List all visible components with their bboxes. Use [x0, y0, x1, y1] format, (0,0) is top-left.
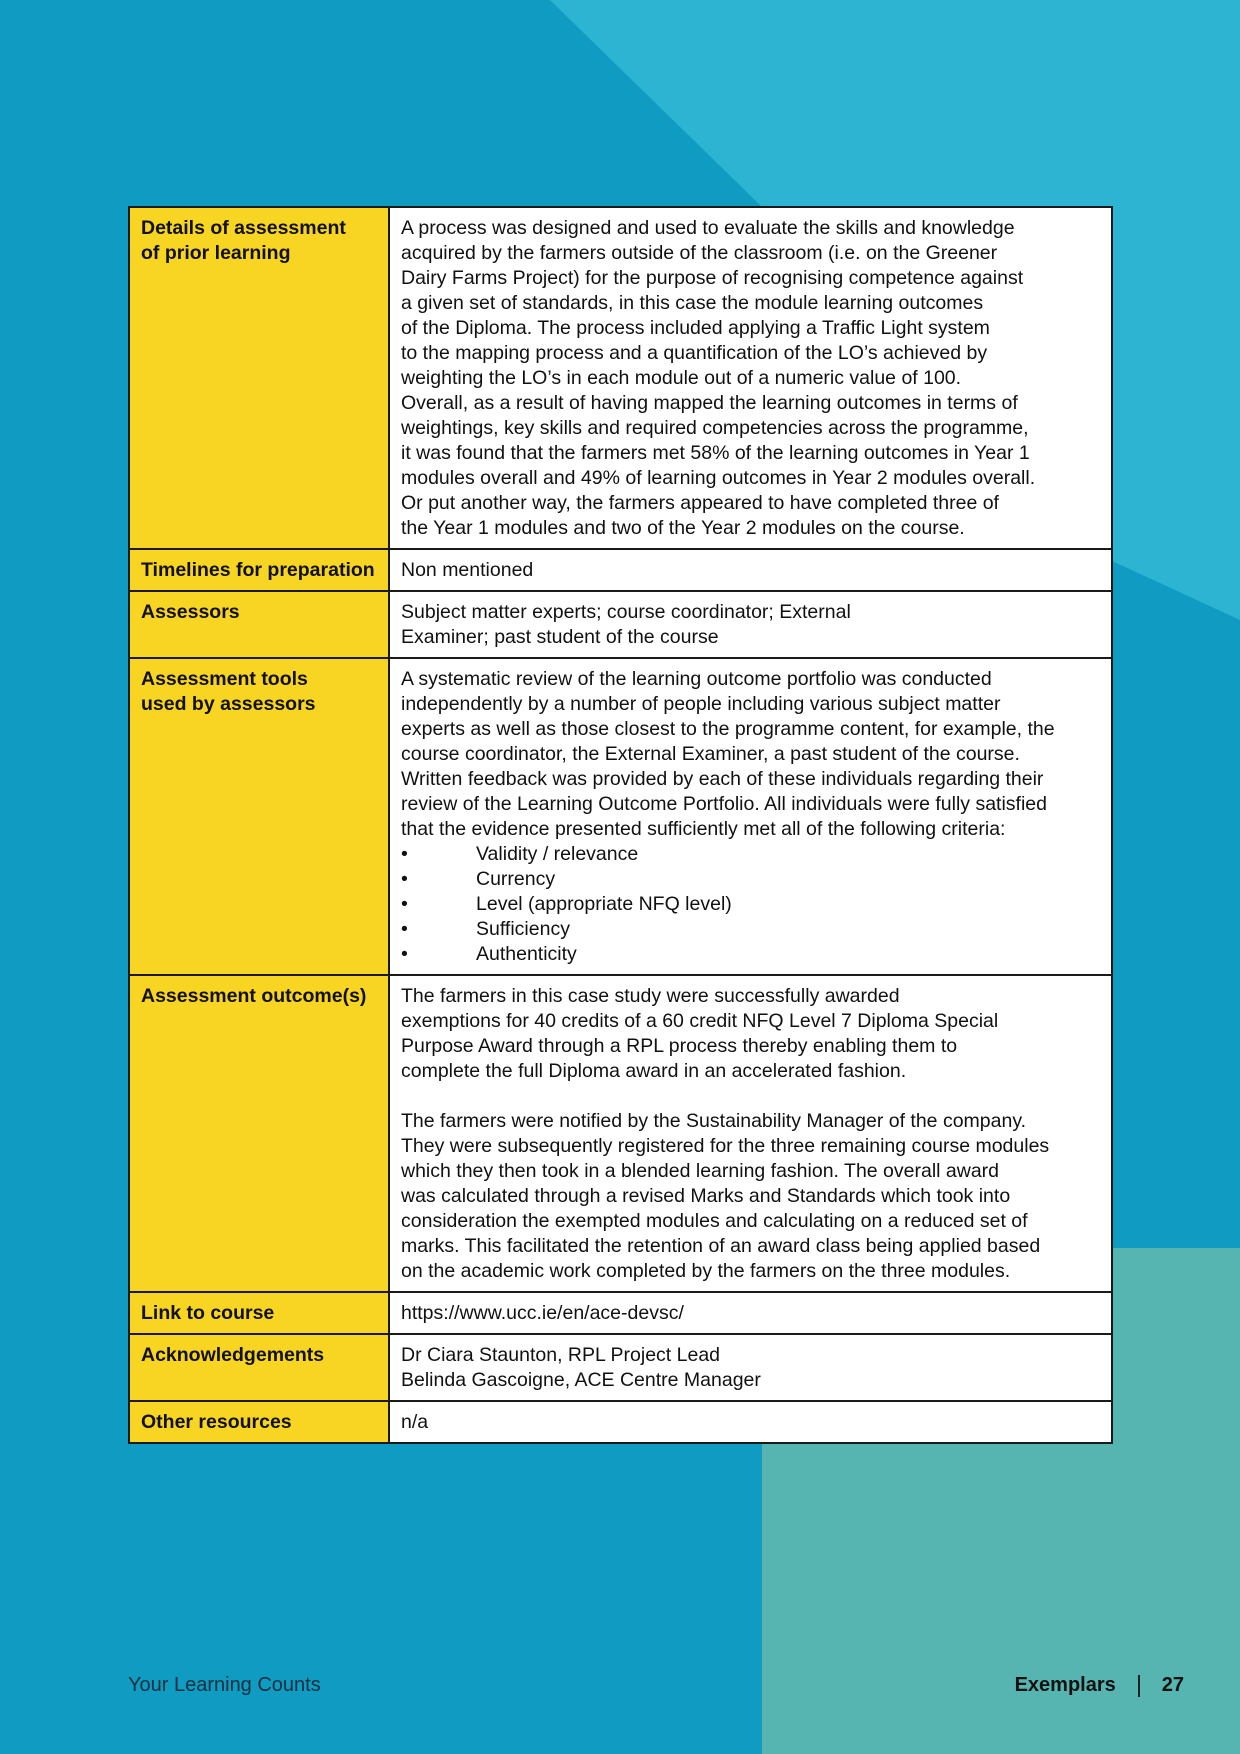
- row-value-line: weighting the LO’s in each module out of a numeric value of 100.: [401, 367, 962, 389]
- table-row: [129, 1401, 1112, 1443]
- row-label-line: Assessment outcome(s): [141, 985, 367, 1007]
- footer-section-label: Exemplars: [1014, 1674, 1116, 1696]
- row-value-line: complete the full Diploma award in an accelerated fashion.: [401, 1060, 907, 1082]
- row-label: [129, 1292, 389, 1334]
- row-value-line: acquired by the farmers outside of the classroom (i.e. on the Greener: [401, 242, 998, 264]
- row-value-line: Overall, as a result of having mapped the learning outcomes in terms of: [401, 392, 1018, 414]
- row-value-line: Written feedback was provided by each of these individuals regarding their: [401, 768, 1044, 790]
- row-label-line: of prior learning: [141, 242, 291, 264]
- row-label-line: Link to course: [141, 1302, 275, 1324]
- row-label: [129, 975, 389, 1292]
- row-label-line: Assessors: [141, 601, 240, 623]
- footer-page-info: [1015, 1674, 1184, 1697]
- row-value-line: course coordinator, the External Examiner, a past student of the course.: [401, 743, 1020, 765]
- paragraph-gap: [401, 1084, 1100, 1109]
- footer-publication-title: Your Learning Counts: [128, 1674, 321, 1696]
- criteria-text: Validity / relevance: [476, 843, 639, 865]
- row-value-line: review of the Learning Outcome Portfolio. All individuals were fully satisfied: [401, 793, 1047, 815]
- row-value-line: consideration the exempted modules and calculating on a reduced set of: [401, 1210, 1028, 1232]
- row-value-line: on the academic work completed by the farmers on the three modules.: [401, 1260, 1011, 1282]
- criteria-text: Currency: [476, 868, 556, 890]
- bullet-icon: •: [401, 943, 408, 965]
- row-value-line: the Year 1 modules and two of the Year 2 modules on the course.: [401, 517, 965, 539]
- row-label: [129, 591, 389, 658]
- row-label-line: Acknowledgements: [141, 1344, 325, 1366]
- row-label-line: Timelines for preparation: [141, 559, 375, 581]
- row-value-line: The farmers in this case study were successfully awarded: [401, 985, 900, 1007]
- bullet-icon: •: [401, 843, 408, 865]
- row-label: [129, 207, 389, 549]
- row-value-line: to the mapping process and a quantification of the LO’s achieved by: [401, 342, 988, 364]
- page-number: 27: [1161, 1674, 1184, 1696]
- row-value: [389, 591, 1112, 658]
- background-teal-block-bottom: [762, 1422, 1240, 1754]
- row-label-line: used by assessors: [141, 693, 316, 715]
- table-row: [129, 549, 1112, 591]
- table-row: [129, 1334, 1112, 1401]
- criteria-text: Sufficiency: [476, 918, 570, 940]
- row-value-line: of the Diploma. The process included applying a Traffic Light system: [401, 317, 990, 339]
- criteria-text: Level (appropriate NFQ level): [476, 893, 732, 915]
- row-value-line: Non mentioned: [401, 559, 534, 581]
- criteria-list-item: [401, 942, 1100, 967]
- footer-separator: [1138, 1675, 1140, 1697]
- table-row: [129, 658, 1112, 975]
- row-value-line: exemptions for 40 credits of a 60 credit NFQ Level 7 Diploma Special: [401, 1010, 999, 1032]
- row-value-line: experts as well as those closest to the programme content, for example, the: [401, 718, 1055, 740]
- row-label: [129, 658, 389, 975]
- row-value-line: it was found that the farmers met 58% of the learning outcomes in Year 1: [401, 442, 1030, 464]
- row-value-line: was calculated through a revised Marks and Standards which took into: [401, 1185, 1011, 1207]
- row-value: [389, 1292, 1112, 1334]
- bullet-icon: •: [401, 868, 408, 890]
- criteria-list-item: [401, 867, 1100, 892]
- row-value-line: The farmers were notified by the Sustainability Manager of the company.: [401, 1110, 1027, 1132]
- row-value-line: a given set of standards, in this case the module learning outcomes: [401, 292, 984, 314]
- row-value-line: Dr Ciara Staunton, RPL Project Lead: [401, 1344, 721, 1366]
- row-value: [389, 549, 1112, 591]
- row-label-line: Other resources: [141, 1411, 292, 1433]
- row-value-line: A process was designed and used to evaluate the skills and knowledge: [401, 217, 1015, 239]
- criteria-list-item: [401, 892, 1100, 917]
- row-value: [389, 975, 1112, 1292]
- row-value-line: independently by a number of people including various subject matter: [401, 693, 1001, 715]
- row-value: [389, 1401, 1112, 1443]
- row-value-line: that the evidence presented sufficiently met all of the following criteria:: [401, 818, 1006, 840]
- row-value-line: Examiner; past student of the course: [401, 626, 719, 648]
- row-value-line: marks. This facilitated the retention of an award class being applied based: [401, 1235, 1041, 1257]
- bullet-icon: •: [401, 893, 408, 915]
- row-label: [129, 1334, 389, 1401]
- row-value-line: modules overall and 49% of learning outcomes in Year 2 modules overall.: [401, 467, 1036, 489]
- table-body: [129, 207, 1112, 1443]
- row-value: [389, 207, 1112, 549]
- table-row: [129, 1292, 1112, 1334]
- row-label-line: Assessment tools: [141, 668, 308, 690]
- row-value-line: n/a: [401, 1411, 429, 1433]
- row-value-line: Or put another way, the farmers appeared to have completed three of: [401, 492, 999, 514]
- assessment-details-table: [128, 206, 1113, 1444]
- bullet-icon: •: [401, 918, 408, 940]
- row-label: [129, 549, 389, 591]
- row-value: [389, 1334, 1112, 1401]
- row-value-line: They were subsequently registered for the three remaining course modules: [401, 1135, 1050, 1157]
- row-value-line: A systematic review of the learning outcome portfolio was conducted: [401, 668, 992, 690]
- row-label: [129, 1401, 389, 1443]
- table-row: [129, 591, 1112, 658]
- criteria-list-item: [401, 842, 1100, 867]
- row-value-line: Belinda Gascoigne, ACE Centre Manager: [401, 1369, 761, 1391]
- criteria-text: Authenticity: [476, 943, 577, 965]
- criteria-list-item: [401, 917, 1100, 942]
- row-value: [389, 658, 1112, 975]
- row-value-line: Dairy Farms Project) for the purpose of recognising competence against: [401, 267, 1024, 289]
- table-row: [129, 975, 1112, 1292]
- row-value-line: https://www.ucc.ie/en/ace-devsc/: [401, 1302, 684, 1324]
- table-row: [129, 207, 1112, 549]
- row-value-line: Subject matter experts; course coordinator; External: [401, 601, 851, 623]
- row-value-line: Purpose Award through a RPL process thereby enabling them to: [401, 1035, 958, 1057]
- row-value-line: weightings, key skills and required competencies across the programme,: [401, 417, 1029, 439]
- row-label-line: Details of assessment: [141, 217, 346, 239]
- row-value-line: which they then took in a blended learning fashion. The overall award: [401, 1160, 1000, 1182]
